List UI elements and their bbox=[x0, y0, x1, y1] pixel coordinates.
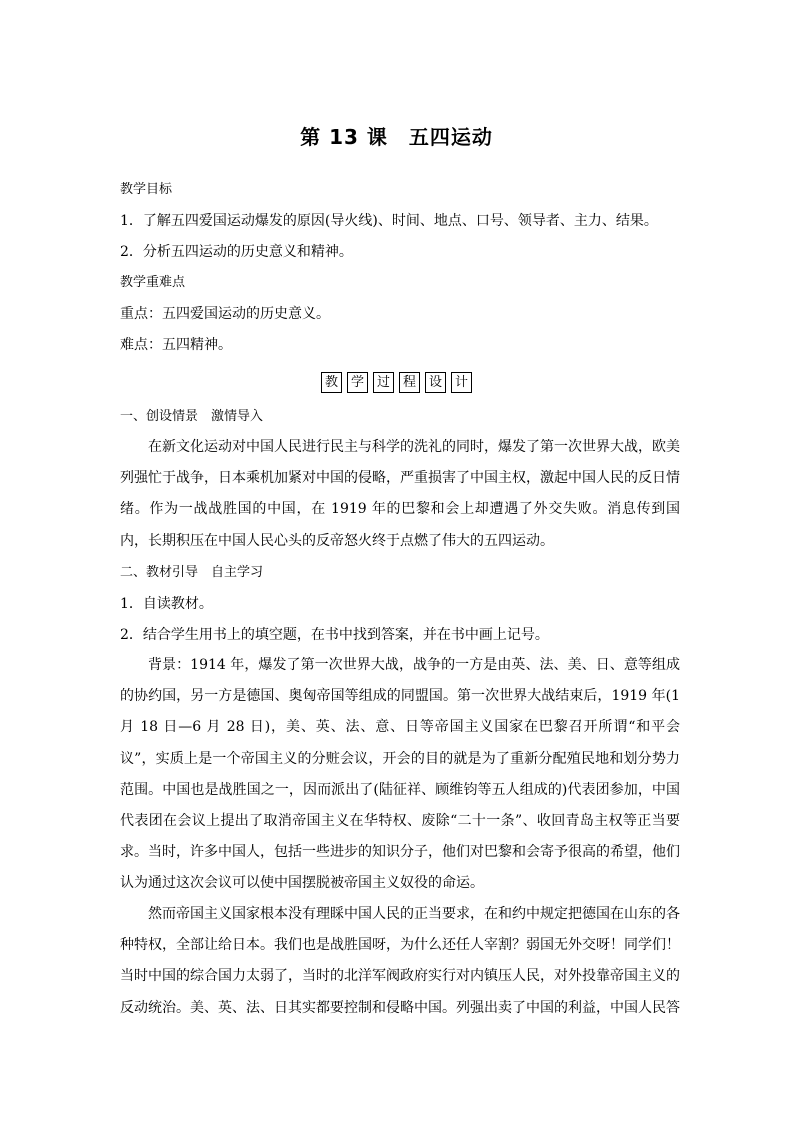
objective-item-1: 1．了解五四爱国运动爆发的原因(导火线)、时间、地点、口号、领导者、主力、结果。 bbox=[120, 213, 658, 229]
last-paragraph: 然而帝国主义国家根本没有理睬中国人民的正当要求，在和约中规定把德国在山东的各种特权，全部让给日本。我们也是战胜国呀，为什么还任人宰割？弱国无外交呀！同学们！当时中国的综合国力太弱了，当时的北洋军阀政府实行对内镇压人民，对外投靠帝国主义的反动统治。美、英、法、日其实都要控制和侵略中国。列强出卖了中国的利益，中国人民答 bbox=[120, 906, 680, 1016]
banner-char-box: 教 bbox=[321, 372, 342, 393]
difficult-point: 难点：五四精神。 bbox=[120, 337, 232, 353]
study-step-2: 2．结合学生用书上的填空题，在书中找到答案，并在书中画上记号。 bbox=[120, 627, 549, 643]
section-2-heading: 二、教材引导 自主学习 bbox=[120, 565, 264, 580]
background-paragraph: 背景：1914 年，爆发了第一次世界大战，战争的一方是由英、法、美、日、意等组成的协约国，另一方是德国、奥匈帝国等组成的同盟国。第一次世界大战结束后，1919 年(1 月 18 日—6 月 28 日)，美、英、法、意、日等帝国主义国家在巴黎召开所谓“和平会议”，实质上是一个帝国主义的分赃会议，开会的目的就是为了重新分配殖民地和划分势力范围。中国也是战胜国之一，因而派出了(陆征祥、顾维钧等五人组成的)代表团参加，中国代表团在会议上提出了取消帝国主义在华特权、废除“二十一条”、收回青岛主权等正当要求。当时，许多中国人，包括一些进步的知识分子，他们对巴黎和会寄予很高的希望，他们认为通过这次会议可以使中国摆脱被帝国主义奴役的命运。 bbox=[120, 657, 680, 892]
banner-char-box: 计 bbox=[451, 372, 472, 393]
section-1-paragraph: 在新文化运动对中国人民进行民主与科学的洗礼的同时，爆发了第一次世界大战，欧美列强忙于战争，日本乘机加紧对中国的侵略，严重损害了中国主权，激起中国人民的反日情绪。作为一战战胜国的中国，在 1919 年的巴黎和会上却遭遇了外交失败。消息传到国内，长期积压在中国人民心头的反帝怒火终于点燃了伟大的五四运动。 bbox=[120, 439, 680, 549]
section-1-heading: 一、创设情景 激情导入 bbox=[120, 409, 264, 424]
difficulty-heading: 教学重难点 bbox=[120, 275, 186, 290]
banner-char-box: 程 bbox=[399, 372, 420, 393]
objectives-heading: 教学目标 bbox=[120, 182, 173, 197]
study-step-1: 1．自读教材。 bbox=[120, 596, 213, 612]
banner-char-box: 设 bbox=[425, 372, 446, 393]
key-point: 重点：五四爱国运动的历史意义。 bbox=[120, 306, 330, 322]
objective-item-2: 2．分析五四运动的历史意义和精神。 bbox=[120, 244, 353, 260]
lesson-title: 第 13 课 五四运动 bbox=[300, 125, 493, 149]
banner-char-box: 学 bbox=[347, 372, 368, 393]
banner-char-box: 过 bbox=[373, 372, 394, 393]
teaching-design-banner bbox=[0, 372, 793, 393]
